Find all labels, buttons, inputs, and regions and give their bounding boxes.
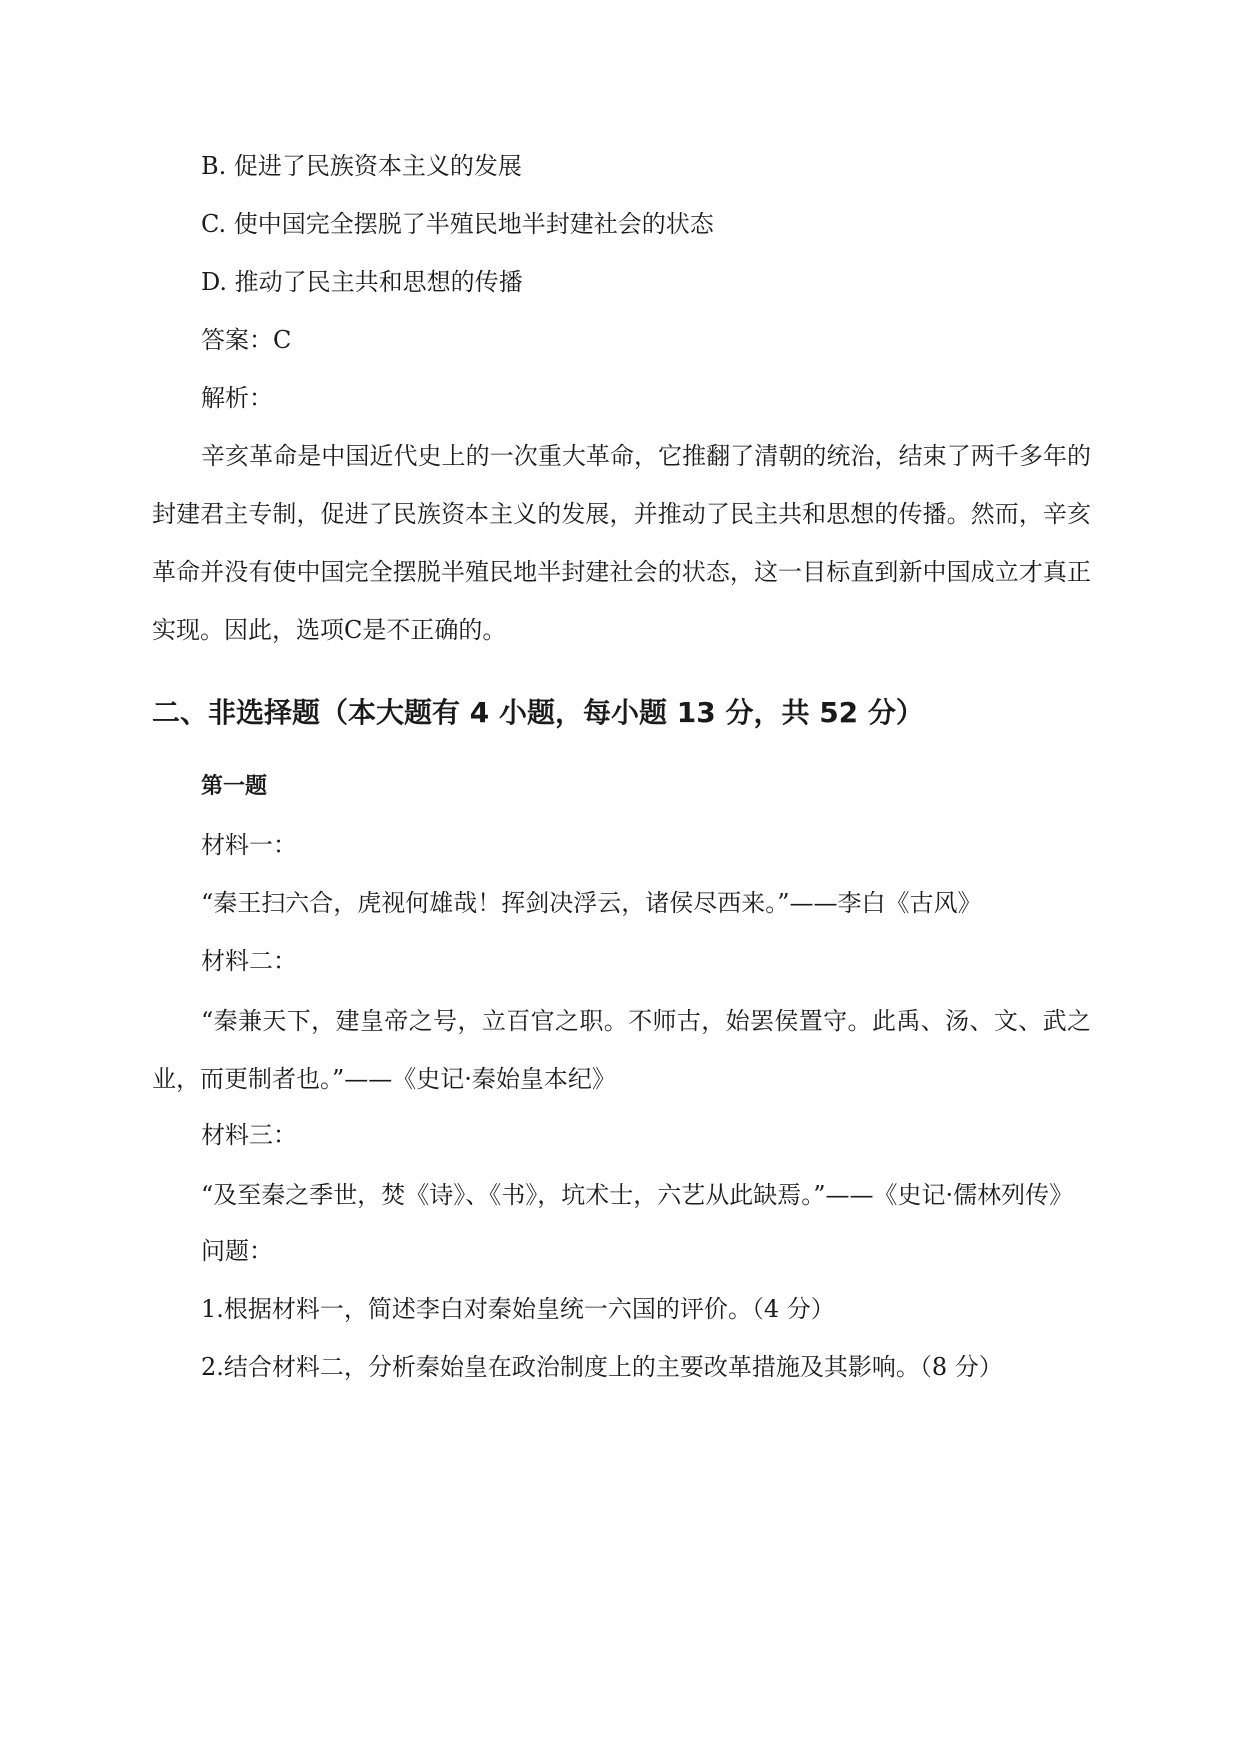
material3-quote: “及至秦之季世，焚《诗》、《书》，坑术士，六艺从此缺焉。”——《史记·儒林列传》 [201, 1181, 1074, 1209]
material1-label: 材料一： [201, 831, 297, 859]
question-2: 2.结合材料二，分析秦始皇在政治制度上的主要改革措施及其影响。（8 分） [201, 1353, 1003, 1381]
option-d: D. 推动了民主共和思想的传播 [201, 268, 523, 296]
question-title: 第一题 [201, 774, 268, 799]
material3-label: 材料三： [201, 1121, 297, 1149]
section-title: 二、非选择题（本大题有 4 小题，每小题 13 分，共 52 分） [152, 696, 924, 729]
option-c: C. 使中国完全摆脱了半殖民地半封建社会的状态 [201, 210, 714, 238]
option-b: B. 促进了民族资本主义的发展 [201, 152, 522, 180]
answer-text: 答案：C [201, 326, 292, 354]
analysis-paragraph: 辛亥革命是中国近代史上的一次重大革命，它推翻了清朝的统治，结束了两千多年的封建君主专制，促进了民族资本主义的发展，并推动了民主共和思想的传播。然而，辛亥革命并没有使中国完全摆脱半殖民地半封建社会的状态，这一目标直到新中国成立才真正实现。因此，选项C是不正确的。 [152, 442, 1091, 644]
question-1: 1.根据材料一，简述李白对秦始皇统一六国的评价。（4 分） [201, 1295, 835, 1323]
questions-label: 问题： [201, 1237, 273, 1265]
material2-label: 材料二： [201, 947, 297, 975]
material2-quote: “秦兼天下，建皇帝之号，立百官之职。不师古，始罢侯置守。此禹、汤、文、武之业，而更制者也。”——《史记·秦始皇本纪》 [152, 1007, 1091, 1093]
material1-quote: “秦王扫六合，虎视何雄哉！挥剑决浮云，诸侯尽西来。”——李白《古风》 [201, 889, 982, 917]
analysis-label: 解析： [201, 384, 273, 412]
